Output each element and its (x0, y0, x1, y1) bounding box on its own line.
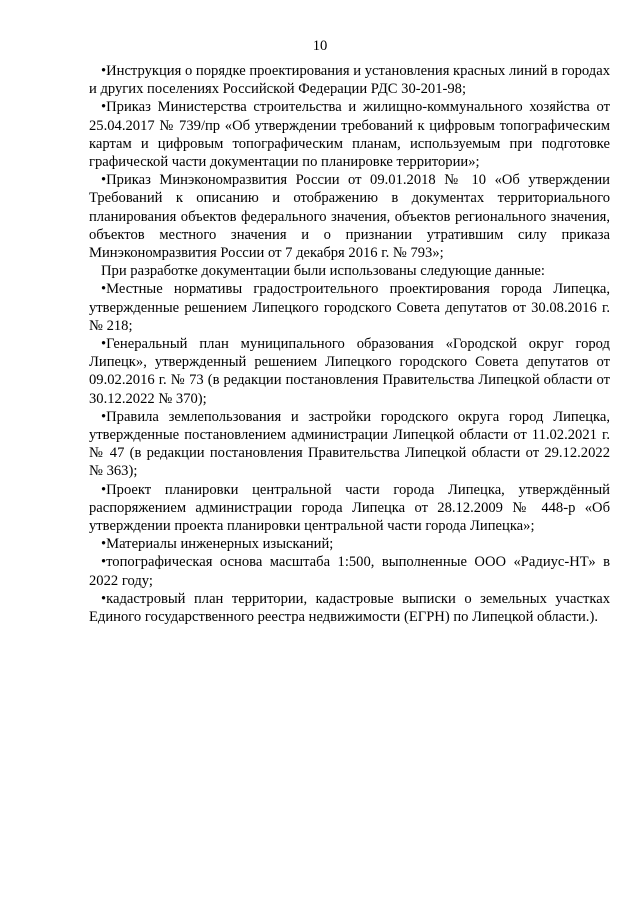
paragraph-text: Правила землепользования и застройки городского округа город Липецка, утвержденные постановлением администрации Липецкой области от 11.02.2021 г. № 47 (в редакции постановления Правительства Липецкой области от 29.12.2022 № 363); (89, 408, 610, 480)
bullet-icon: • (101, 63, 107, 79)
paragraph (89, 98, 610, 171)
paragraph-text: Приказ Министерства строительства и жилищно-коммунального хозяйства от 25.04.2017 № 739/пр «Об утверждении требований к цифровым топографическим картам и цифровым топографическим планам, используемым при подготовке графической части документации по планировке территории»; (89, 99, 610, 171)
paragraph (89, 262, 610, 280)
paragraph (89, 481, 610, 536)
bullet-icon: • (101, 536, 107, 553)
paragraph (89, 62, 610, 98)
paragraph-text: Приказ Минэкономразвития России от 09.01.2018 № 10 «Об утверждении Требований к описанию и отображению в документах территориального планирования объектов федерального значения, объектов регионального значения, объектов местного значения и о признании утратившим силу приказа Минэкономразвития России от 7 декабря 2016 г. № 793»; (89, 172, 610, 262)
bullet-icon: • (101, 172, 107, 189)
document-body (89, 62, 610, 626)
paragraph-text: Инструкция о порядке проектирования и установления красных линий в городах и других поселениях Российской Федерации РДС 30-201-98; (89, 63, 610, 98)
paragraph (89, 553, 610, 589)
paragraph (89, 535, 610, 553)
paragraph-text: Генеральный план муниципального образования «Городской округ город Липецк», утвержденный решением Липецкого городского Совета депутатов от 09.02.2016 г. № 73 (в редакции постановления Правительства Липецкой области от 30.12.2022 № 370); (89, 336, 610, 407)
paragraph (89, 171, 610, 262)
paragraph (89, 280, 610, 335)
paragraph-text: Местные нормативы градостроительного проектирования города Липецка, утвержденные решением Липецкого городского Совета депутатов от 30.08.2016 г. № 218; (89, 281, 610, 334)
paragraph-text: Материалы инженерных изысканий; (106, 536, 334, 553)
bullet-icon: • (101, 590, 107, 607)
paragraph (89, 408, 610, 481)
bullet-icon: • (101, 481, 107, 498)
bullet-icon: • (101, 99, 107, 116)
paragraph-text: кадастровый план территории, кадастровые выписки о земельных участках Единого государственного реестра недвижимости (ЕГРН) по Липецкой области.). (89, 590, 610, 626)
paragraph (89, 590, 610, 626)
paragraph (89, 335, 610, 408)
bullet-icon: • (101, 554, 107, 571)
page-number: 10 (312, 38, 328, 54)
paragraph-text: Проект планировки центральной части города Липецка, утверждённый распоряжением администрации города Липецка от 28.12.2009 № 448-р «Об утверждении проекта планировки центральной части города Липецка»; (89, 481, 610, 535)
paragraph-text: При разработке документации были использованы следующие данные: (101, 263, 545, 280)
bullet-icon: • (101, 336, 107, 353)
bullet-icon: • (101, 408, 107, 425)
bullet-icon: • (101, 281, 107, 298)
paragraph-text: топографическая основа масштаба 1:500, выполненные ООО «Радиус-НТ» в 2022 году; (89, 554, 610, 589)
